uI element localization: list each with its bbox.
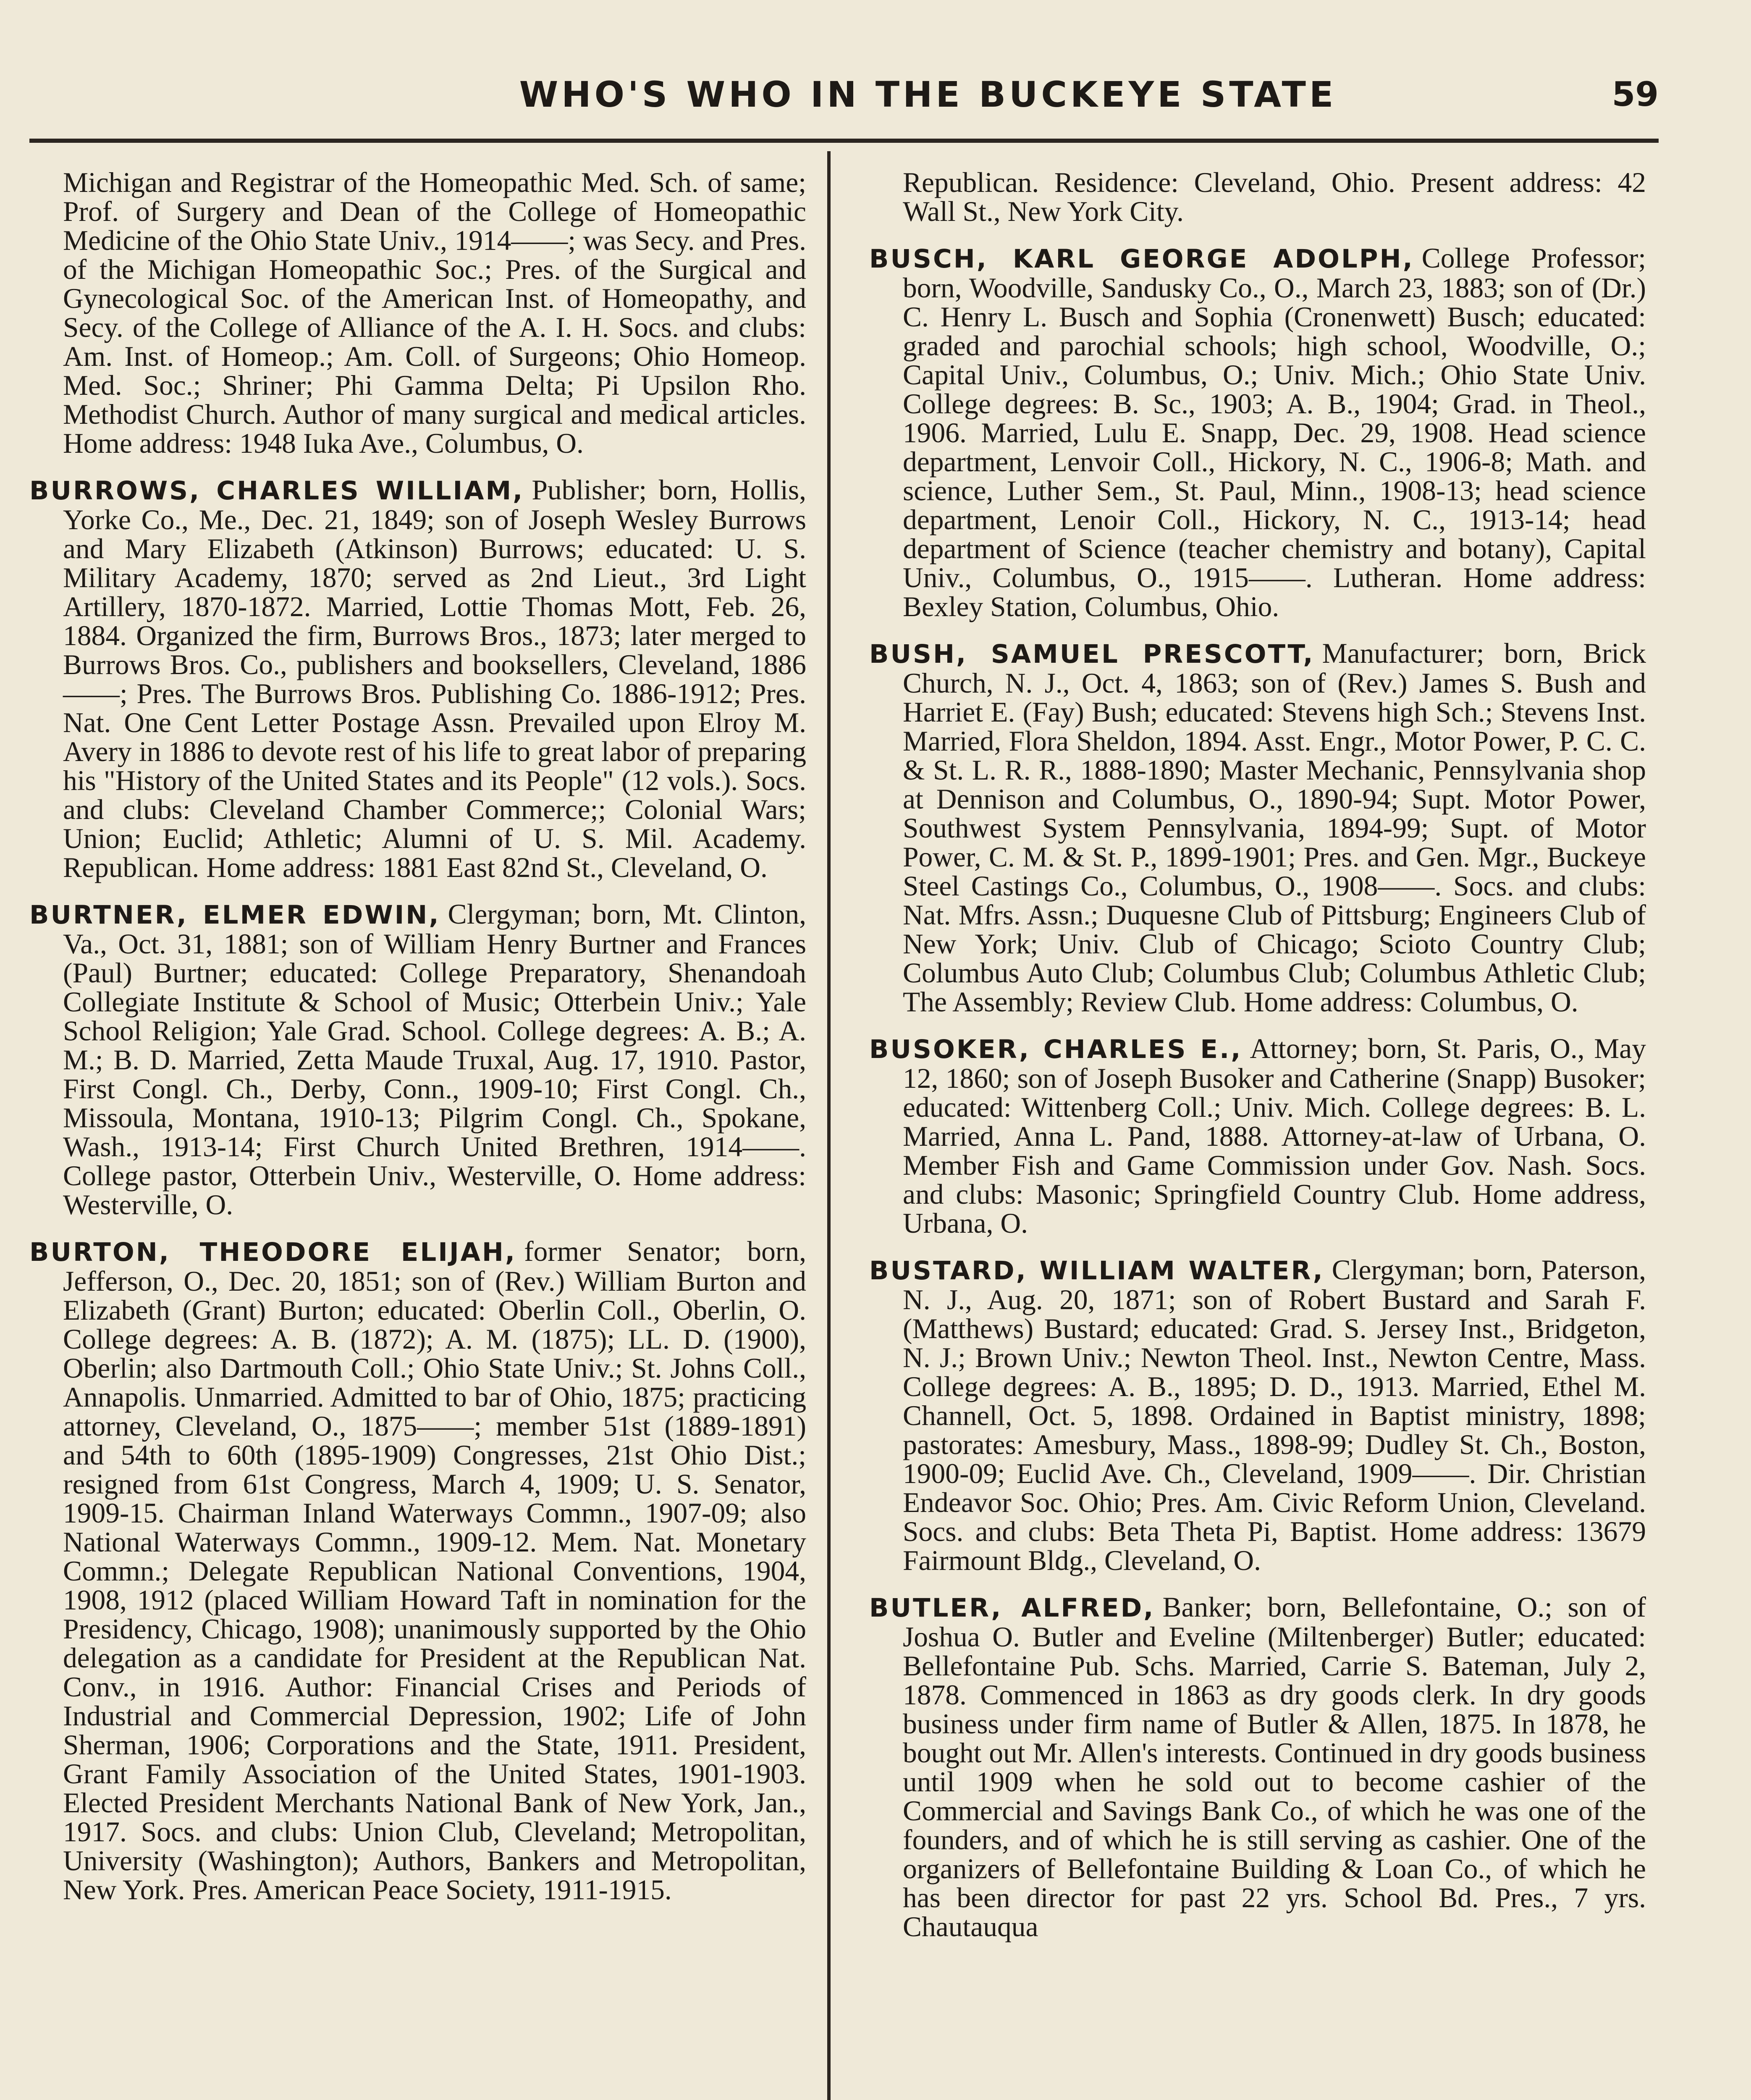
page-header (29, 63, 1659, 126)
column-divider (827, 151, 831, 2100)
entry-text: College Professor; born, Woodville, Sandusky Co., O., March 23, 1883; son of (Dr.) C. Henry L. Busch and Sophia (Cronenwett) Busch; educated: graded and parochial schools; high school, Woodville, O.; Capital Univ., Columbus, O.; Univ. Mich.; Ohio State Univ. College degrees: B. Sc., 1903; A. B., 1904; Grad. in Theol., 1906. Married, Lulu E. Snapp, Dec. 29, 1908. Head science department, Lenvoir Coll., Hickory, N. C., 1906-8; Math. and science, Luther Sem., St. Paul, Minn., 1908-13; head science department, Lenoir Coll., Hickory, N. C., 1913-14; head department of Science (teacher chemistry and botany), Capital Univ., Columbus, O., 1915——. Lutheran. Home address: Bexley Station, Columbus, Ohio. (903, 242, 1646, 622)
header-rule (29, 139, 1659, 143)
entry-bush (869, 639, 1646, 1016)
entry-burrows (29, 475, 806, 882)
entry-text: former Senator; born, Jefferson, O., Dec. 20, 1851; son of (Rev.) William Burton and Elizabeth (Grant) Burton; educated: Oberlin Coll., Oberlin, O. College degrees: A. B. (1872); A. M. (1875); LL. D. (1900), Oberlin; also Dartmouth Coll.; Ohio State Univ.; St. Johns Coll., Annapolis. Unmarried. Admitted to bar of Ohio, 1875; practicing attorney, Cleveland, O., 1875——; member 51st (1889-1891) and 54th to 60th (1895-1909) Congresses, 21st Ohio Dist.; resigned from 61st Congress, March 4, 1909; U. S. Senator, 1909-15. Chairman Inland Waterways Commn., 1907-09; also National Waterways Commn., 1909-12. Mem. Nat. Monetary Commn.; Delegate Republican National Conventions, 1904, 1908, 1912 (placed William Howard Taft in nomination for the Presidency, Chicago, 1908); unanimously supported by the Ohio delegation as a candidate for President at the Republican Nat. Conv., in 1916. Author: Financial Crises and Periods of Industrial and Commercial Depression, 1902; Life of John Sherman, 1906; Corporations and the State, 1911. President, Grant Family Association of the United States, 1901-1903. Elected President Merchants National Bank of New York, Jan., 1917. Socs. and clubs: Union Club, Cleveland; Metropolitan, University (Washington); Authors, Bankers and Metropolitan, New York. Pres. American Peace Society, 1911-1915. (63, 1236, 806, 1906)
entry-name: BUSCH, KARL GEORGE ADOLPH, (869, 244, 1414, 274)
entry-name: BUTLER, ALFRED, (869, 1593, 1155, 1623)
page-number: 59 (1612, 75, 1659, 114)
entry-busoker (869, 1034, 1646, 1238)
entry-name: BURTON, THEODORE ELIJAH, (29, 1237, 517, 1267)
right-column (869, 168, 1646, 2100)
entry-text: Clergyman; born, Mt. Clinton, Va., Oct. 31, 1881; son of William Henry Burtner and Frances (Paul) Burtner; educated: College Preparatory, Shenandoah Collegiate Institute & School of Music; Otterbein Univ.; Yale School Religion; Yale Grad. School. College degrees: A. B.; A. M.; B. D. Married, Zetta Maude Truxal, Aug. 17, 1910. Pastor, First Congl. Ch., Derby, Conn., 1909-10; First Congl. Ch., Missoula, Montana, 1910-13; Pilgrim Congl. Ch., Spokane, Wash., 1913-14; First Church United Brethren, 1914——. College pastor, Otterbein Univ., Westerville, O. Home address: Westerville, O. (63, 898, 806, 1221)
entry-butler (869, 1593, 1646, 1941)
entry-name: BUSTARD, WILLIAM WALTER, (869, 1256, 1324, 1286)
entry-text: Publisher; born, Hollis, Yorke Co., Me., Dec. 21, 1849; son of Joseph Wesley Burrows and Mary Elizabeth (Atkinson) Burrows; educated: U. S. Military Academy, 1870; served as 2nd Lieut., 3rd Light Artillery, 1870-1872. Married, Lottie Thomas Mott, Feb. 26, 1884. Organized the firm, Burrows Bros., 1873; later merged to Burrows Bros. Co., publishers and booksellers, Cleveland, 1886——; Pres. The Burrows Bros. Publishing Co. 1886-1912; Pres. Nat. One Cent Letter Postage Assn. Prevailed upon Elroy M. Avery in 1886 to devote rest of his life to great labor of preparing his "History of the United States and its People" (12 vols.). Socs. and clubs: Cleveland Chamber Commerce;; Colonial Wars; Union; Euclid; Athletic; Alumni of U. S. Mil. Academy. Republican. Home address: 1881 East 82nd St., Cleveland, O. (63, 474, 806, 883)
continuation-text: Michigan and Registrar of the Homeopathic Med. Sch. of same; Prof. of Surgery and Dean of the College of Homeopathic Medicine of the Ohio State Univ., 1914——; was Secy. and Pres. of the Michigan Homeopathic Soc.; Pres. of the Surgical and Gynecological Soc. of the American Inst. of Homeopathy, and Secy. of the College of Alliance of the A. I. H. Socs. and clubs: Am. Inst. of Homeop.; Am. Coll. of Surgeons; Ohio Homeop. Med. Soc.; Shriner; Phi Gamma Delta; Pi Upsilon Rho. Methodist Church. Author of many surgical and medical articles. Home address: 1948 Iuka Ave., Columbus, O. (63, 168, 806, 459)
entry-text: Banker; born, Bellefontaine, O.; son of Joshua O. Butler and Eveline (Miltenberger) Butler; educated: Bellefontaine Pub. Schs. Married, Carrie S. Bateman, July 2, 1878. Commenced in 1863 as dry goods clerk. In dry goods business under firm name of Butler & Allen, 1875. In 1878, he bought out Mr. Allen's interests. Continued in dry goods business until 1909 when he sold out to become cashier of the Commercial and Savings Bank Co., of which he was one of the founders, and of which he is still serving as cashier. One of the organizers of Bellefontaine Building & Loan Co., of which he has been director for past 22 yrs. School Bd. Pres., 7 yrs. Chautauqua (903, 1591, 1646, 1942)
entry-name: BURROWS, CHARLES WILLIAM, (29, 476, 524, 506)
entry-name: BUSH, SAMUEL PRESCOTT, (869, 639, 1315, 669)
entry-burton (29, 1237, 806, 1904)
left-column (29, 168, 806, 2100)
entry-name: BURTNER, ELMER EDWIN, (29, 900, 440, 930)
entry-text: Attorney; born, St. Paris, O., May 12, 1860; son of Joseph Busoker and Catherine (Snapp) Busoker; educated: Wittenberg Coll.; Univ. Mich. College degrees: B. L. Married, Anna L. Pand, 1888. Attorney-at-law of Urbana, O. Member Fish and Game Commission under Gov. Nash. Socs. and clubs: Masonic; Springfield Country Club. Home address, Urbana, O. (903, 1033, 1646, 1239)
running-title: WHO'S WHO IN THE BUCKEYE STATE (519, 74, 1337, 115)
entry-busch (869, 244, 1646, 621)
entry-name: BUSOKER, CHARLES E., (869, 1034, 1242, 1064)
entry-burtner (29, 900, 806, 1219)
entry-text: Manufacturer; born, Brick Church, N. J., Oct. 4, 1863; son of (Rev.) James S. Bush and Harriet E. (Fay) Bush; educated: Stevens high Sch.; Stevens Inst. Married, Flora Sheldon, 1894. Asst. Engr., Motor Power, P. C. C. & St. L. R. R., 1888-1890; Master Mechanic, Pennsylvania shop at Dennison and Columbus, O., 1890-94; Supt. Motor Power, Southwest System Pennsylvania, 1894-99; Supt. of Motor Power, C. M. & St. P., 1899-1901; Pres. and Gen. Mgr., Buckeye Steel Castings Co., Columbus, O., 1908——. Socs. and clubs: Nat. Mfrs. Assn.; Duquesne Club of Pittsburg; Engineers Club of New York; Univ. Club of Chicago; Scioto Country Club; Columbus Auto Club; Columbus Club; Columbus Athletic Club; The Assembly; Review Club. Home address: Columbus, O. (903, 638, 1646, 1018)
entry-text: Clergyman; born, Paterson, N. J., Aug. 20, 1871; son of Robert Bustard and Sarah F. (Matthews) Bustard; educated: Grad. S. Jersey Inst., Bridgeton, N. J.; Brown Univ.; Newton Theol. Inst., Newton Centre, Mass. College degrees: A. B., 1895; D. D., 1913. Married, Ethel M. Channell, Oct. 5, 1898. Ordained in Baptist ministry, 1898; pastorates: Amesbury, Mass., 1898-99; Dudley St. Ch., Boston, 1900-09; Euclid Ave. Ch., Cleveland, 1909——. Dir. Christian Endeavor Soc. Ohio; Pres. Am. Civic Reform Union, Cleveland. Socs. and clubs: Beta Theta Pi, Baptist. Home address: 13679 Fairmount Bldg., Cleveland, O. (903, 1254, 1646, 1576)
continuation-text: Republican. Residence: Cleveland, Ohio. Present address: 42 Wall St., New York City. (903, 168, 1646, 227)
entry-bustard (869, 1255, 1646, 1575)
